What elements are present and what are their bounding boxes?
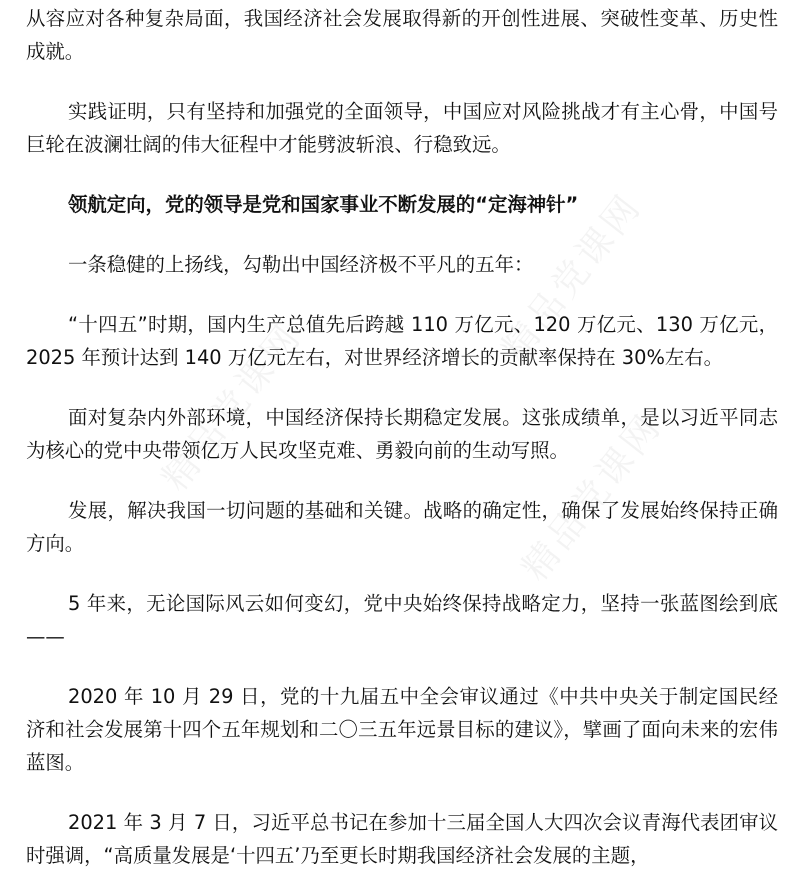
watermark: 精品党课网 — [514, 405, 671, 589]
paragraph: 实践证明，只有坚持和加强党的全面领导，中国应对风险挑战才有主心骨，中国号巨轮在波澜壮阔的伟大征程中才能劈波斩浪、行稳致远。 — [26, 100, 778, 156]
paragraph: 2020 年 10 月 29 日，党的十九届五中全会审议通过《中共中央关于制定国民经济和社会发展第十四个五年规划和二〇三五年远景目标的建议》，擘画了面向未来的宏伟蓝图。 — [26, 685, 778, 774]
paragraph: 2021 年 3 月 7 日，习近平总书记在参加十三届全国人大四次会议青海代表团审议时强调，“高质量发展是‘十四五’乃至更长时期我国经济社会发展的主题， — [26, 811, 778, 867]
watermark: 精品党课网 — [154, 315, 311, 499]
document-body — [26, 0, 778, 872]
paragraph: 一条稳健的上扬线，勾勒出中国经济极不平凡的五年： — [68, 253, 534, 276]
paragraph: 从容应对各种复杂局面，我国经济社会发展取得新的开创性进展、突破性变革、历史性成就。 — [26, 7, 778, 63]
watermark: 精品党课网 — [494, 185, 651, 369]
paragraph: “十四五”时期，国内生产总值先后跨越 110 万亿元、120 万亿元、130 万亿元，2025 年预计达到 140 万亿元左右，对世界经济增长的贡献率保持在 30%左右。 — [26, 313, 778, 369]
paragraph: 5 年来，无论国际风云如何变幻，党中央始终保持战略定力，坚持一张蓝图绘到底—— — [26, 592, 778, 648]
section-heading: 领航定向，党的领导是党和国家事业不断发展的“定海神针” — [68, 193, 579, 216]
paragraph: 发展，解决我国一切问题的基础和关键。战略的确定性，确保了发展始终保持正确方向。 — [26, 499, 778, 555]
paragraph: 面对复杂内外部环境，中国经济保持长期稳定发展。这张成绩单，是以习近平同志为核心的党中央带领亿万人民攻坚克难、勇毅向前的生动写照。 — [26, 406, 778, 462]
